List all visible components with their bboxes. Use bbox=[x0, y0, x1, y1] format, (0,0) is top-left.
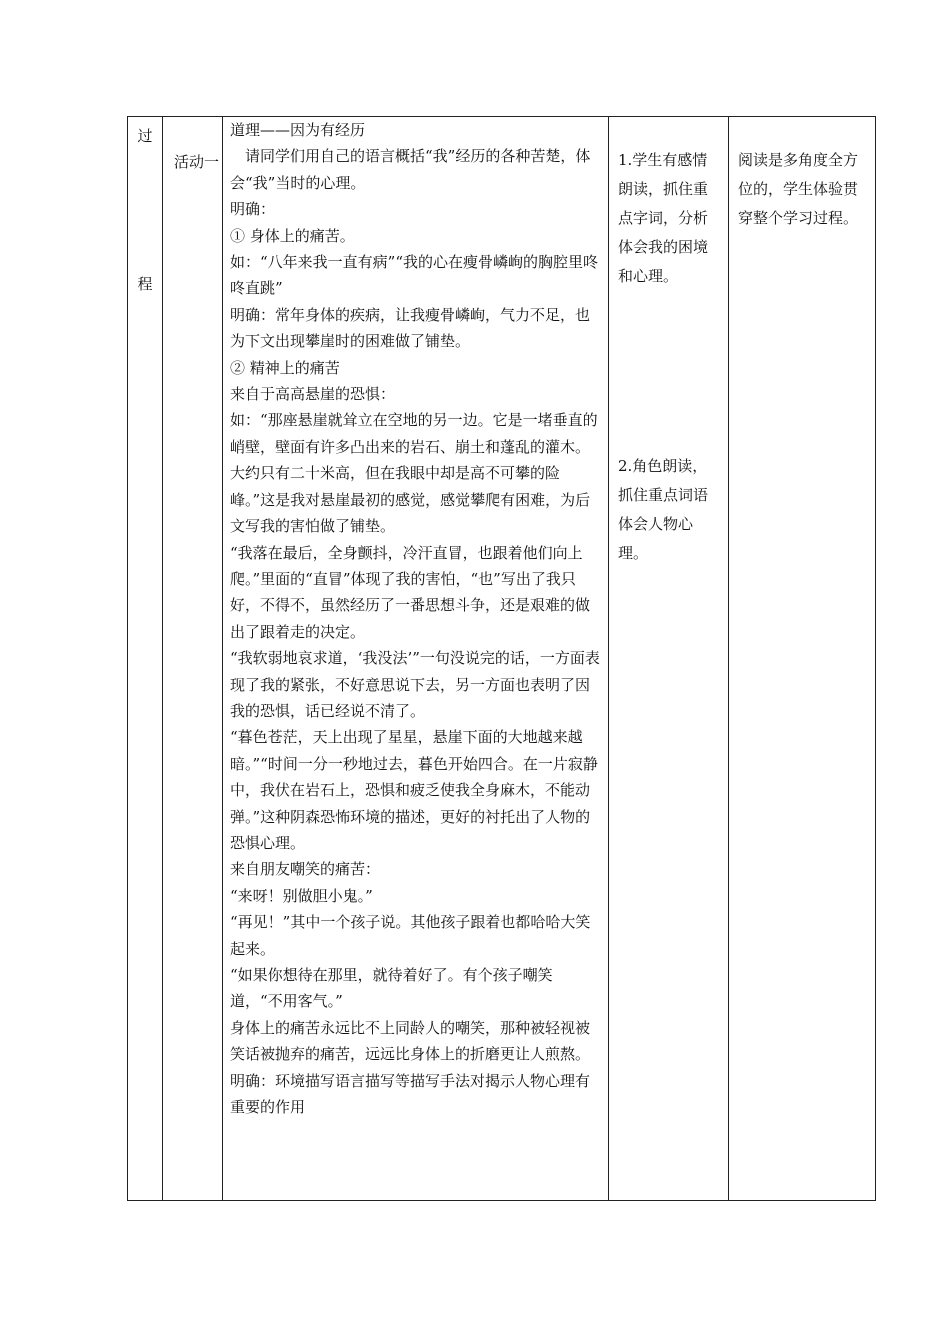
main-paragraph: “来呀！别做胆小鬼。” bbox=[230, 886, 373, 905]
stage-char-1: 过 bbox=[137, 127, 153, 145]
column-divider bbox=[162, 117, 163, 1200]
note-cell bbox=[728, 117, 876, 233]
stage-char-2: 程 bbox=[137, 275, 153, 293]
main-paragraph: 来自朋友嘲笑的痛苦： bbox=[230, 860, 381, 879]
main-paragraph: “再见！”其中一个孩子说。其他孩子跟着也都哈哈大笑起来。 bbox=[230, 913, 591, 958]
column-divider bbox=[608, 117, 609, 1200]
main-paragraph: “如果你想待在那里，就待着好了。有个孩子嘲笑道，“不用客气。” bbox=[230, 966, 553, 1011]
main-paragraph: “我落在最后，全身颤抖，冷汗直冒，也跟着他们向上爬。”里面的“直冒”体现了我的害怕，“也”写出了我只好，不得不，虽然经历了一番思想斗争，还是艰难的做出了跟着走的决定。 bbox=[230, 543, 591, 641]
main-paragraph: 身体上的痛苦永远比不上同龄人的嘲笑，那种被轻视被笑话被抛弃的痛苦，远远比身体上的折磨更让人煎熬。 bbox=[230, 1018, 591, 1064]
goal-item-1: 1.学生有感情朗读，抓住重点字词，分析体会我的困境和心理。 bbox=[618, 151, 709, 285]
main-paragraph: ② 精神上的痛苦 bbox=[230, 358, 340, 377]
main-paragraph: “暮色苍茫，天上出现了星星，悬崖下面的大地越来越暗。”“时间一分一秒地过去，暮色开始四合。在一片寂静中，我伏在岩石上，恐惧和疲乏使我全身麻木，不能动弹。”这种阴森恐怖环境的描述，更好的衬托出了人物的恐惧心理。 bbox=[230, 728, 598, 852]
note-text: 阅读是多角度全方位的，学生体验贯穿整个学习过程。 bbox=[738, 151, 859, 227]
main-paragraph: 道理——因为有经历 bbox=[230, 121, 366, 139]
main-paragraph: 如：“那座悬崖就耸立在空地的另一边。它是一堵垂直的峭壁，壁面有许多凸出来的岩石、崩土和蓬乱的灌木。大约只有二十米高，但在我眼中却是高不可攀的险峰。”这是我对悬崖最初的感觉，感觉攀爬有困难，为后文写我的害怕做了铺垫。 bbox=[230, 411, 598, 536]
main-paragraph: 如：“八年来我一直有病”“我的心在瘦骨嶙峋的胸腔里咚咚直跳” bbox=[230, 253, 599, 298]
main-paragraph: 来自于高高悬崖的恐惧： bbox=[230, 385, 396, 404]
lesson-table bbox=[127, 116, 876, 1201]
main-content-cell bbox=[222, 117, 608, 1120]
main-paragraph: 明确：环境描写语言描写等描写手法对揭示人物心理有重要的作用 bbox=[230, 1071, 591, 1117]
activity-cell bbox=[162, 117, 222, 175]
main-paragraph: “我软弱地哀求道，‘我没法’”一句没说完的话，一方面表现了我的紧张，不好意思说下去，另一方面也表明了因我的恐惧，话已经说不清了。 bbox=[230, 649, 600, 720]
main-paragraph: 请同学们用自己的语言概括“我”经历的各种苦楚，体会“我”当时的心理。 bbox=[230, 147, 591, 192]
main-paragraph: 明确： bbox=[230, 200, 276, 219]
activity-label: 活动一 bbox=[174, 153, 220, 171]
main-paragraph: ① 身体上的痛苦。 bbox=[230, 226, 355, 245]
column-divider bbox=[728, 117, 729, 1200]
main-paragraph: 明确：常年身体的疾病，让我瘦骨嶙峋，气力不足，也为下文出现攀崖时的困难做了铺垫。 bbox=[230, 305, 591, 351]
goal-item-2: 2.角色朗读，抓住重点词语体会人物心理。 bbox=[618, 457, 709, 562]
